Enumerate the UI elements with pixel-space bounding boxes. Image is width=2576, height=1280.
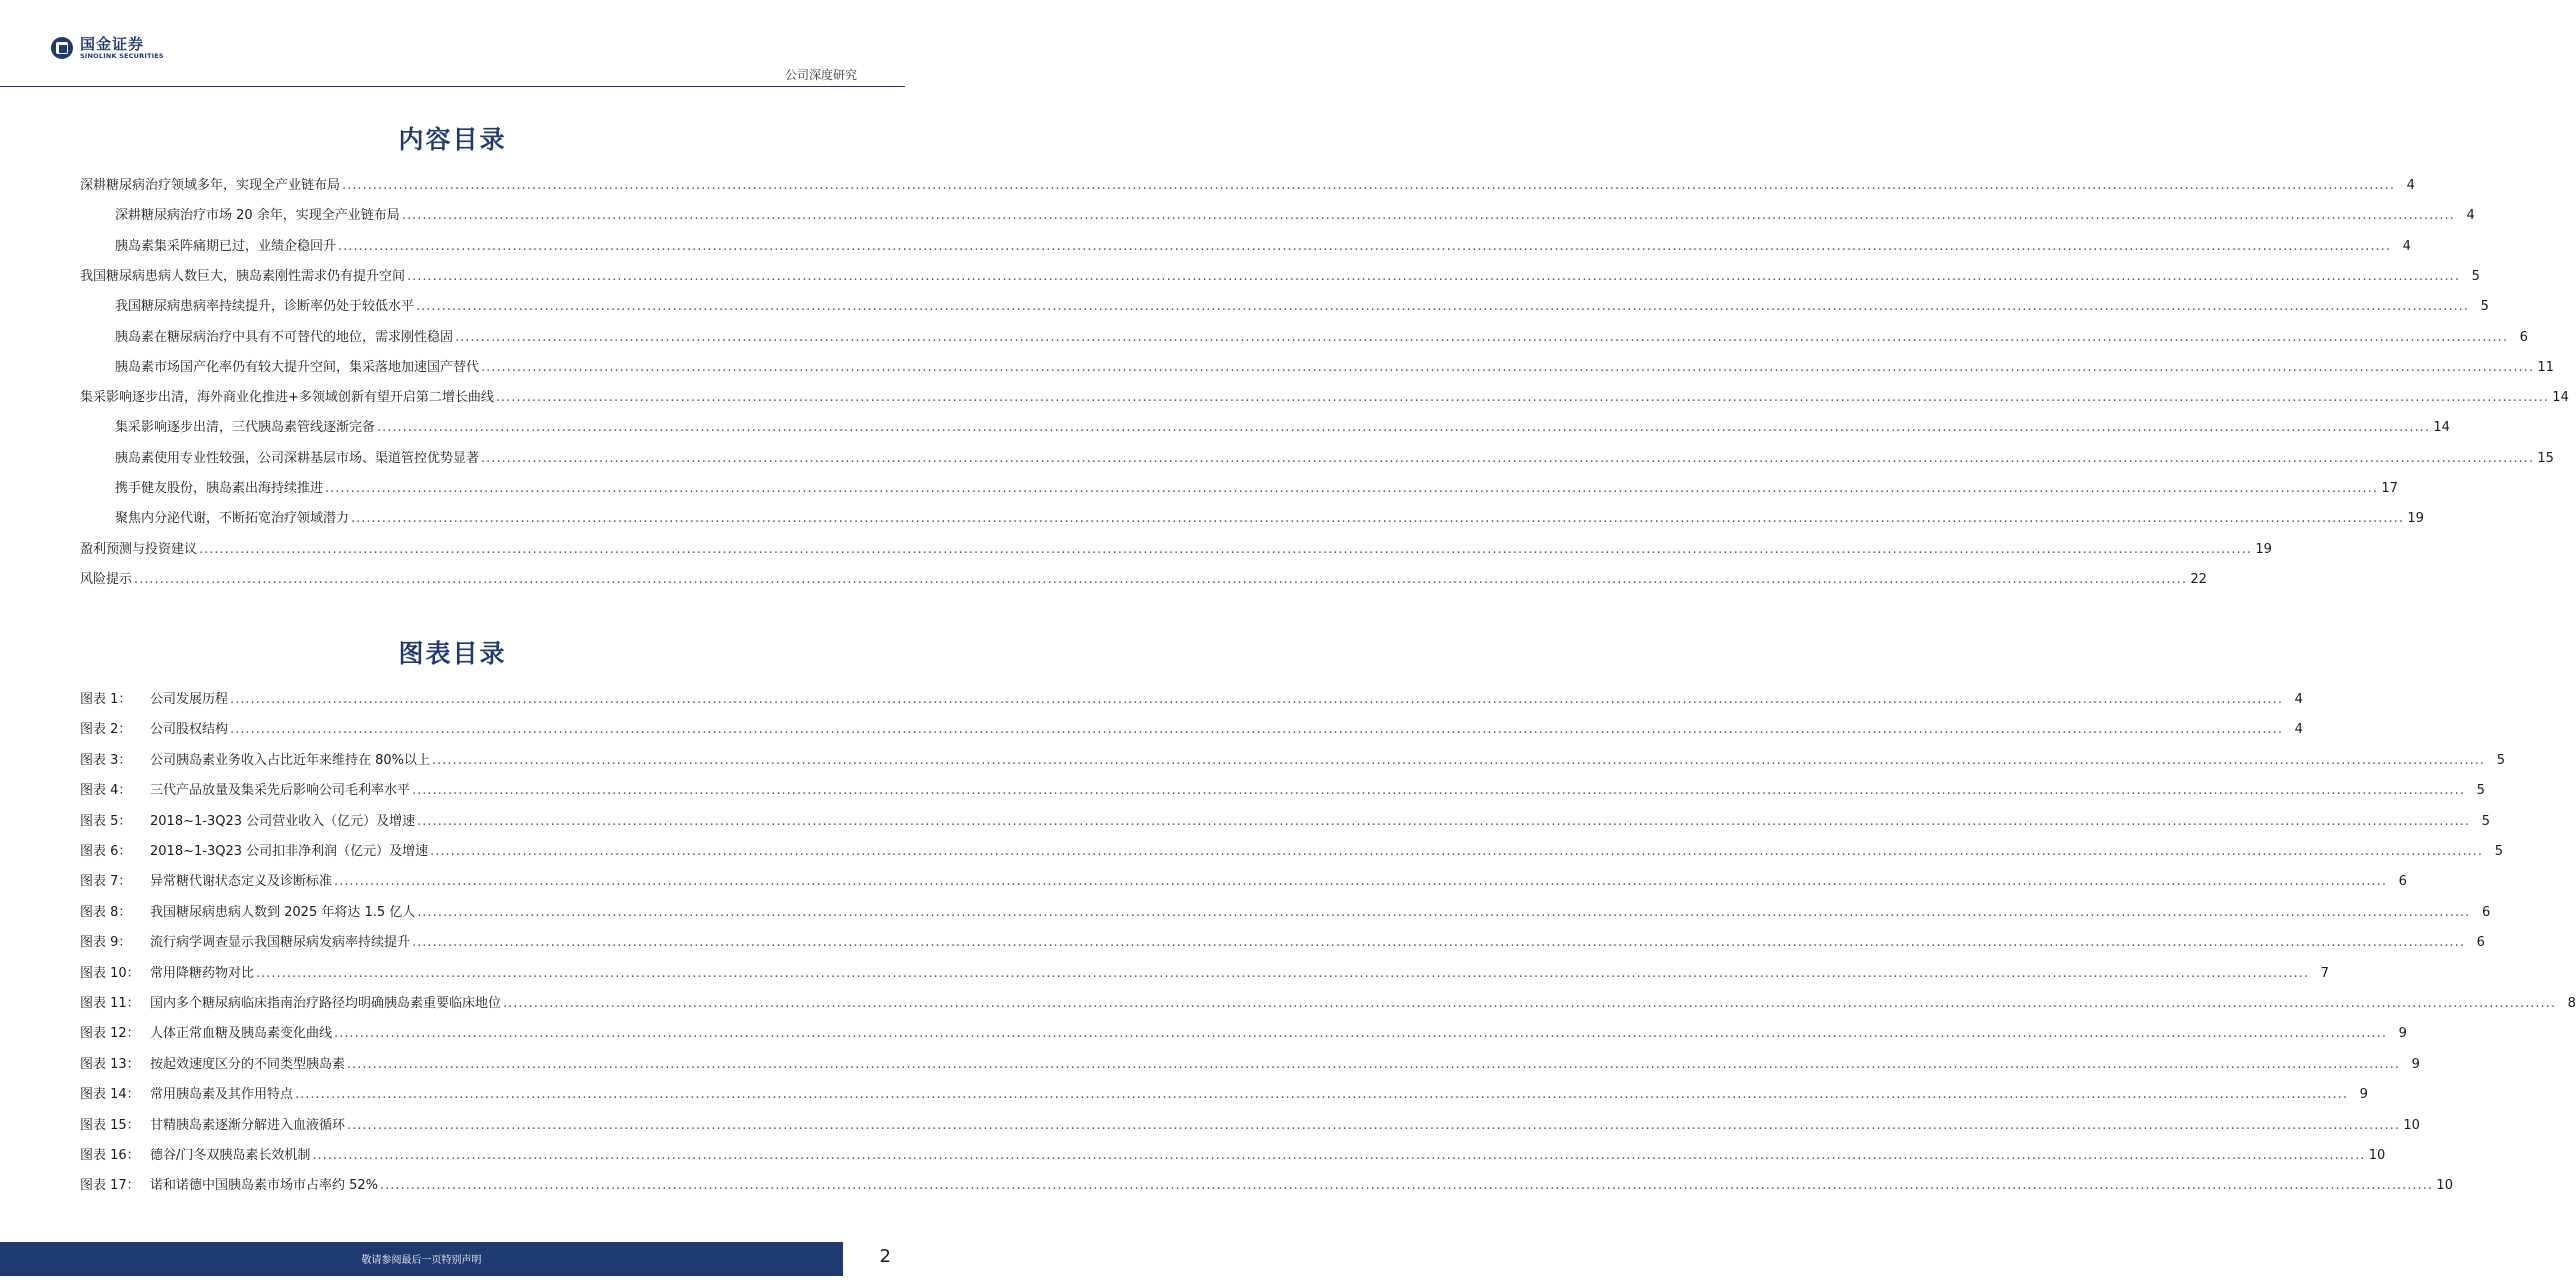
entry-title: 人体正常血糖及胰岛素变化曲线: [150, 1026, 333, 1042]
report-type-label: 公司深度研究: [784, 68, 857, 82]
dot-leader: ................................................................................................................................................................................................................................................................................................................................................................................................................: [481, 450, 2534, 466]
dot-leader: ................................................................................................................................................................................................................................................................................................................................................................................................................: [312, 1148, 2366, 1163]
toc-subsection-entry[interactable]: [0, 326, 2528, 346]
figure-entry[interactable]: [0, 688, 2303, 708]
figure-number: 图表 10：: [80, 965, 140, 981]
figure-entry[interactable]: [0, 810, 2491, 830]
logo-mark-icon: [50, 36, 74, 60]
dot-leader: ................................................................................................................................................................................................................................................................................................................................................................................................................: [412, 783, 2465, 799]
entry-title: 2018~1-3Q23 公司营业收入（亿元）及增速: [150, 813, 416, 829]
entry-page-number: 9: [2411, 1056, 2420, 1072]
entry-page-number: 8: [2567, 996, 2576, 1011]
figure-entry[interactable]: [0, 962, 2329, 982]
dot-leader: ................................................................................................................................................................................................................................................................................................................................................................................................................: [338, 238, 2391, 254]
entry-page-number: 5: [2476, 783, 2485, 799]
figure-number: 图表 1：: [80, 692, 132, 707]
figure-number: 图表 2：: [80, 722, 132, 738]
entry-page-number: 22: [2190, 571, 2207, 587]
dot-leader: ................................................................................................................................................................................................................................................................................................................................................................................................................: [256, 965, 2309, 981]
entry-title: 国内多个糖尿病临床指南治疗路径均明确胰岛素重要临床地位: [150, 996, 502, 1011]
figure-entry[interactable]: [0, 870, 2407, 890]
figures-title: 图表目录: [398, 639, 507, 668]
entry-title: 我国糖尿病患病人数巨大，胰岛素刚性需求仍有提升空间: [80, 268, 406, 284]
entry-title: 公司发展历程: [150, 692, 229, 707]
entry-page-number: 4: [2402, 238, 2411, 254]
dot-leader: ................................................................................................................................................................................................................................................................................................................................................................................................................: [377, 420, 2430, 436]
entry-page-number: 9: [2359, 1087, 2368, 1103]
entry-page-number: 5: [2496, 752, 2505, 768]
entry-title: 诺和诺德中国胰岛素市场市占率约 52%: [150, 1178, 379, 1194]
entry-title: 聚焦内分泌代谢，不断拓宽治疗领域潜力: [115, 511, 350, 527]
dot-leader: ................................................................................................................................................................................................................................................................................................................................................................................................................: [325, 481, 2378, 496]
company-logo: [50, 36, 164, 60]
toc-subsection-entry[interactable]: [0, 295, 2489, 315]
entry-title: 盈利预测与投资建议: [80, 541, 198, 557]
toc-subsection-entry[interactable]: [0, 204, 2475, 224]
entry-page-number: 7: [2320, 965, 2329, 981]
toc-section-entry[interactable]: [0, 538, 2272, 558]
figure-entry[interactable]: [0, 749, 2505, 769]
dot-leader: ................................................................................................................................................................................................................................................................................................................................................................................................................: [407, 268, 2460, 284]
entry-title: 德谷/门冬双胰岛素长效机制: [150, 1148, 311, 1163]
figure-entry[interactable]: [0, 1144, 2386, 1164]
figure-entry[interactable]: [0, 931, 2485, 951]
entry-page-number: 14: [2552, 390, 2569, 406]
toc-subsection-entry[interactable]: [0, 507, 2424, 527]
entry-page-number: 5: [2481, 813, 2491, 829]
figure-number: 图表 13：: [80, 1056, 140, 1072]
entry-title: 胰岛素使用专业性较强，公司深耕基层市场、渠道管控优势显著: [115, 450, 480, 466]
entry-page-number: 9: [2398, 1026, 2407, 1042]
entry-title: 流行病学调查显示我国糖尿病发病率持续提升: [150, 935, 411, 951]
contents-title: 内容目录: [398, 125, 507, 154]
dot-leader: ................................................................................................................................................................................................................................................................................................................................................................................................................: [412, 935, 2465, 951]
dot-leader: ................................................................................................................................................................................................................................................................................................................................................................................................................: [199, 541, 2252, 557]
dot-leader: ................................................................................................................................................................................................................................................................................................................................................................................................................: [347, 1056, 2400, 1072]
figure-entry[interactable]: [0, 779, 2485, 799]
entry-title: 集采影响逐步出清，海外商业化推进+多领域创新有望开启第二增长曲线: [80, 390, 494, 406]
entry-page-number: 10: [2436, 1178, 2453, 1194]
entry-page-number: 10: [2368, 1148, 2386, 1163]
toc-subsection-entry[interactable]: [0, 447, 2554, 467]
header-divider: [0, 86, 905, 87]
entry-page-number: 11: [2537, 359, 2554, 375]
dot-leader: ................................................................................................................................................................................................................................................................................................................................................................................................................: [347, 1117, 2400, 1133]
entry-title: 三代产品放量及集采先后影响公司毛利率水平: [150, 783, 411, 799]
entry-page-number: 19: [2255, 541, 2272, 557]
dot-leader: ................................................................................................................................................................................................................................................................................................................................................................................................................: [342, 178, 2395, 193]
dot-leader: ................................................................................................................................................................................................................................................................................................................................................................................................................: [417, 813, 2471, 829]
toc-section-entry[interactable]: [0, 568, 2207, 588]
entry-page-number: 5: [2494, 844, 2504, 859]
entry-page-number: 19: [2407, 511, 2424, 527]
dot-leader: ................................................................................................................................................................................................................................................................................................................................................................................................................: [334, 1026, 2387, 1042]
entry-page-number: 6: [2476, 935, 2485, 951]
dot-leader: ................................................................................................................................................................................................................................................................................................................................................................................................................: [351, 511, 2404, 527]
figure-number: 图表 12：: [80, 1026, 140, 1042]
entry-title: 深耕糖尿病治疗领域多年，实现全产业链布局: [80, 178, 341, 193]
figure-entry[interactable]: [0, 1083, 2368, 1103]
dot-leader: ................................................................................................................................................................................................................................................................................................................................................................................................................: [134, 571, 2187, 587]
page-number: 2: [879, 1246, 891, 1267]
figure-number: 图表 9：: [80, 935, 132, 951]
dot-leader: ................................................................................................................................................................................................................................................................................................................................................................................................................: [401, 208, 2455, 224]
entry-title: 常用降糖药物对比: [150, 965, 255, 981]
entry-title: 风险提示: [80, 571, 133, 587]
entry-page-number: 10: [2403, 1117, 2420, 1133]
entry-page-number: 6: [2481, 904, 2491, 920]
dot-leader: ................................................................................................................................................................................................................................................................................................................................................................................................................: [481, 359, 2534, 375]
toc-section-entry[interactable]: [0, 386, 2569, 406]
figure-entry[interactable]: [0, 1022, 2407, 1042]
entry-page-number: 4: [2294, 722, 2303, 738]
dot-leader: ................................................................................................................................................................................................................................................................................................................................................................................................................: [503, 996, 2556, 1011]
entry-title: 携手健友股份，胰岛素出海持续推进: [115, 481, 324, 496]
figure-number: 图表 8：: [80, 904, 132, 920]
figure-number: 图表 7：: [80, 874, 132, 890]
dot-leader: ................................................................................................................................................................................................................................................................................................................................................................................................................: [432, 752, 2485, 768]
entry-page-number: 5: [2471, 268, 2480, 284]
entry-title: 胰岛素在糖尿病治疗中具有不可替代的地位，需求刚性稳固: [115, 329, 454, 345]
entry-page-number: 6: [2398, 874, 2407, 890]
entry-title: 我国糖尿病患病率持续提升，诊断率仍处于较低水平: [115, 299, 415, 315]
figure-entry[interactable]: [0, 840, 2504, 860]
dot-leader: ................................................................................................................................................................................................................................................................................................................................................................................................................: [230, 692, 2283, 707]
entry-title: 常用胰岛素及其作用特点: [150, 1087, 294, 1103]
figure-number: 图表 14：: [80, 1087, 140, 1103]
toc-subsection-entry[interactable]: [0, 356, 2554, 376]
entry-title: 按起效速度区分的不同类型胰岛素: [150, 1056, 346, 1072]
page-header: [0, 0, 905, 90]
entry-title: 胰岛素市场国产化率仍有较大提升空间，集采落地加速国产替代: [115, 359, 480, 375]
entry-title: 异常糖代谢状态定义及诊断标准: [150, 874, 333, 890]
dot-leader: ................................................................................................................................................................................................................................................................................................................................................................................................................: [417, 904, 2471, 920]
entry-page-number: 17: [2381, 481, 2398, 496]
figure-entry[interactable]: [0, 901, 2491, 921]
entry-title: 我国糖尿病患病人数到 2025 年将达 1.5 亿人: [150, 904, 416, 920]
figure-number: 图表 4：: [80, 783, 132, 799]
dot-leader: ................................................................................................................................................................................................................................................................................................................................................................................................................: [430, 844, 2484, 859]
figure-entry[interactable]: [0, 1114, 2420, 1134]
dot-leader: ................................................................................................................................................................................................................................................................................................................................................................................................................: [334, 874, 2387, 890]
toc-subsection-entry[interactable]: [0, 235, 2411, 255]
entry-page-number: 4: [2294, 692, 2303, 707]
entry-title: 公司胰岛素业务收入占比近年来维持在 80%以上: [150, 752, 431, 768]
logo-english-name: SINOLINK SECURITIES: [80, 52, 164, 60]
figure-number: 图表 6：: [80, 844, 132, 859]
toc-subsection-entry[interactable]: [0, 416, 2450, 436]
figure-entry[interactable]: [0, 1174, 2453, 1194]
figure-entry[interactable]: [0, 1053, 2420, 1073]
figure-number: 图表 15：: [80, 1117, 140, 1133]
entry-page-number: 4: [2406, 178, 2415, 193]
entry-title: 2018~1-3Q23 公司扣非净利润（亿元）及增速: [150, 844, 429, 859]
dot-leader: ................................................................................................................................................................................................................................................................................................................................................................................................................: [495, 390, 2549, 406]
entry-page-number: 5: [2480, 299, 2489, 315]
figure-number: 图表 17：: [80, 1178, 140, 1194]
entry-page-number: 6: [2519, 329, 2528, 345]
entry-page-number: 15: [2537, 450, 2554, 466]
figure-number: 图表 11：: [80, 996, 140, 1011]
entry-title: 胰岛素集采阵痛期已过，业绩企稳回升: [115, 238, 337, 254]
entry-title: 集采影响逐步出清，三代胰岛素管线逐渐完备: [115, 420, 376, 436]
toc-section-entry[interactable]: [0, 174, 2415, 194]
footer-notice: 敬请参阅最后一页特别声明: [361, 1255, 482, 1266]
figure-number: 图表 3：: [80, 752, 132, 768]
figure-number: 图表 16：: [80, 1148, 140, 1163]
entry-title: 深耕糖尿病治疗市场 20 余年，实现全产业链布局: [115, 208, 400, 224]
dot-leader: ................................................................................................................................................................................................................................................................................................................................................................................................................: [380, 1178, 2433, 1194]
figure-number: 图表 5：: [80, 813, 132, 829]
entry-title: 公司股权结构: [150, 722, 229, 738]
figure-entry[interactable]: [0, 718, 2303, 738]
toc-section-entry[interactable]: [0, 265, 2480, 285]
dot-leader: ................................................................................................................................................................................................................................................................................................................................................................................................................: [295, 1087, 2348, 1103]
dot-leader: ................................................................................................................................................................................................................................................................................................................................................................................................................: [230, 722, 2283, 738]
logo-chinese-name: 国金证券: [80, 35, 145, 53]
entry-page-number: 14: [2433, 420, 2450, 436]
dot-leader: ................................................................................................................................................................................................................................................................................................................................................................................................................: [416, 299, 2469, 315]
entry-page-number: 4: [2466, 208, 2475, 224]
figure-entry[interactable]: [0, 992, 2576, 1012]
entry-title: 甘精胰岛素逐渐分解进入血液循环: [150, 1117, 346, 1133]
dot-leader: ................................................................................................................................................................................................................................................................................................................................................................................................................: [455, 329, 2508, 345]
toc-subsection-entry[interactable]: [0, 477, 2398, 497]
